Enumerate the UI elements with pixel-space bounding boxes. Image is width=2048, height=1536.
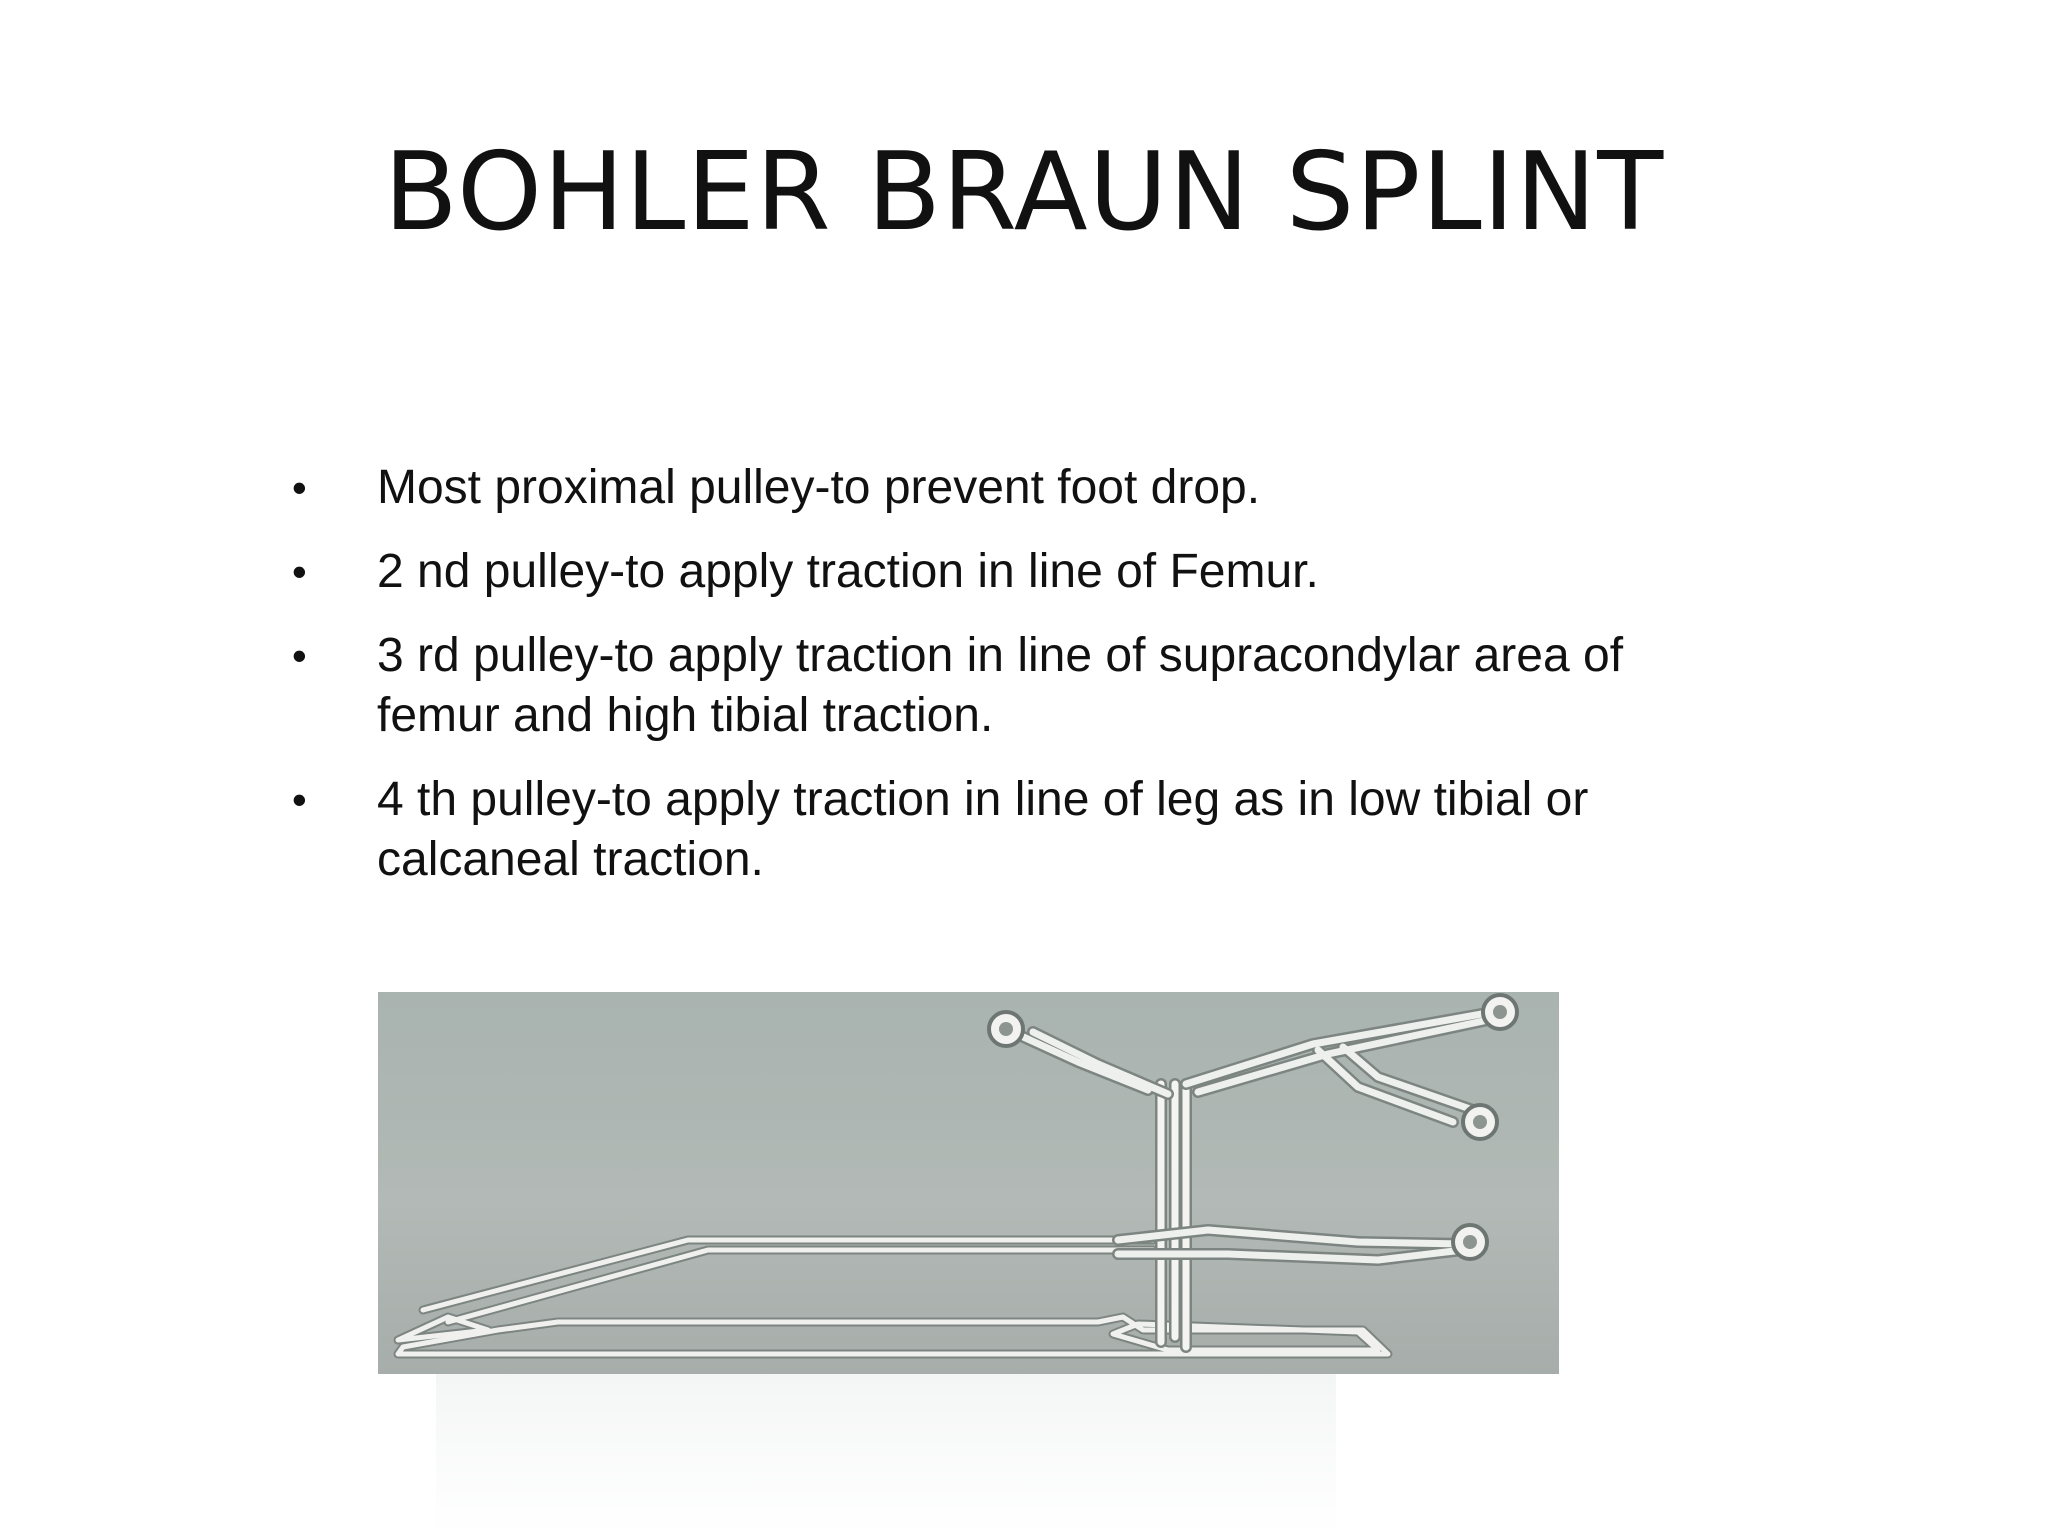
- splint-photo: [378, 992, 1559, 1374]
- pulley-icon: [1463, 1105, 1497, 1139]
- list-item: [292, 458, 1712, 518]
- bullet-list: [292, 458, 1712, 914]
- list-item: [292, 626, 1712, 746]
- bullet-text: 3 rd pulley-to apply traction in line of supracondylar area of femur and high tibial traction.: [377, 629, 1624, 742]
- pulley-icon: [1483, 995, 1517, 1029]
- bullet-icon: •: [292, 464, 307, 511]
- pulley-icon: [1453, 1225, 1487, 1259]
- list-item: [292, 542, 1712, 602]
- photo-background: [378, 992, 1559, 1374]
- slide-title: BOHLER BRAUN SPLINT: [383, 130, 1665, 255]
- bullet-icon: •: [292, 548, 307, 595]
- bullet-text: 2 nd pulley-to apply traction in line of Femur.: [377, 545, 1319, 598]
- bullet-text: Most proximal pulley-to prevent foot drop.: [377, 461, 1261, 514]
- bullet-text: 4 th pulley-to apply traction in line of leg as in low tibial or calcaneal traction.: [377, 773, 1589, 886]
- list-item: [292, 770, 1712, 890]
- photo-reflection: [436, 1374, 1336, 1536]
- bullet-icon: •: [292, 632, 307, 679]
- pulley-icon: [989, 1012, 1023, 1046]
- bullet-icon: •: [292, 776, 307, 823]
